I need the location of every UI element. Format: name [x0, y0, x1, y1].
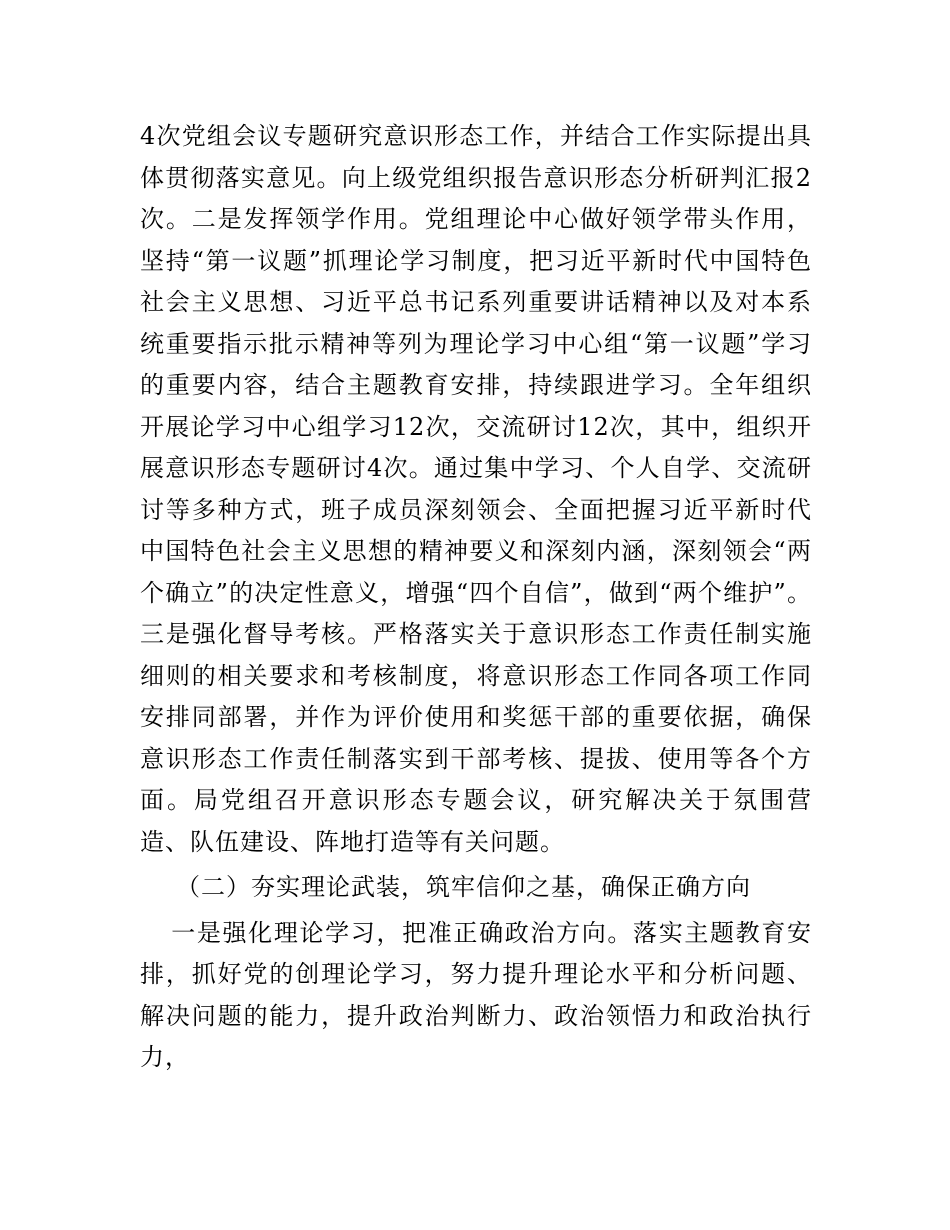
paragraph-body-continued: 4次党组会议专题研究意识形态工作，并结合工作实际提出具体贯彻落实意见。向上级党组织报告意识形态分析研判汇报2次。二是发挥领学作用。党组理论中心做好领学带头作用，坚持“第一议题”抓理论学习制度，把习近平新时代中国特色社会主义思想、习近平总书记系列重要讲话精神以及对本系统重要指示批示精神等列为理论学习中心组“第一议题”学习的重要内容，结合主题教育安排，持续跟进学习。全年组织开展论学习中心组学习12次，交流研讨12次，其中，组织开展意识形态专题研讨4次。通过集中学习、个人自学、交流研讨等多种方式，班子成员深刻领会、全面把握习近平新时代中国特色社会主义思想的精神要义和深刻内涵，深刻领会“两个确立”的决定性意义，增强“四个自信”，做到“两个维护”。三是强化督导考核。严格落实关于意识形态工作责任制实施细则的相关要求和考核制度，将意识形态工作同各项工作同安排同部署，并作为评价使用和奖惩干部的重要依据，确保意识形态工作责任制落实到干部考核、提拔、使用等各个方面。局党组召开意识形态专题会议，研究解决关于氛围营造、队伍建设、阵地打造等有关问题。: [140, 122, 812, 856]
document-body: [140, 116, 812, 1079]
paragraph-body: 一是强化理论学习，把准正确政治方向。落实主题教育安排，抓好党的创理论学习，努力提升理论水平和分析问题、解决问题的能力，提升政治判断力、政治领悟力和政治执行力，: [140, 918, 812, 1071]
section-heading: （二）夯实理论武装，筑牢信仰之基，确保正确方向: [176, 873, 751, 901]
